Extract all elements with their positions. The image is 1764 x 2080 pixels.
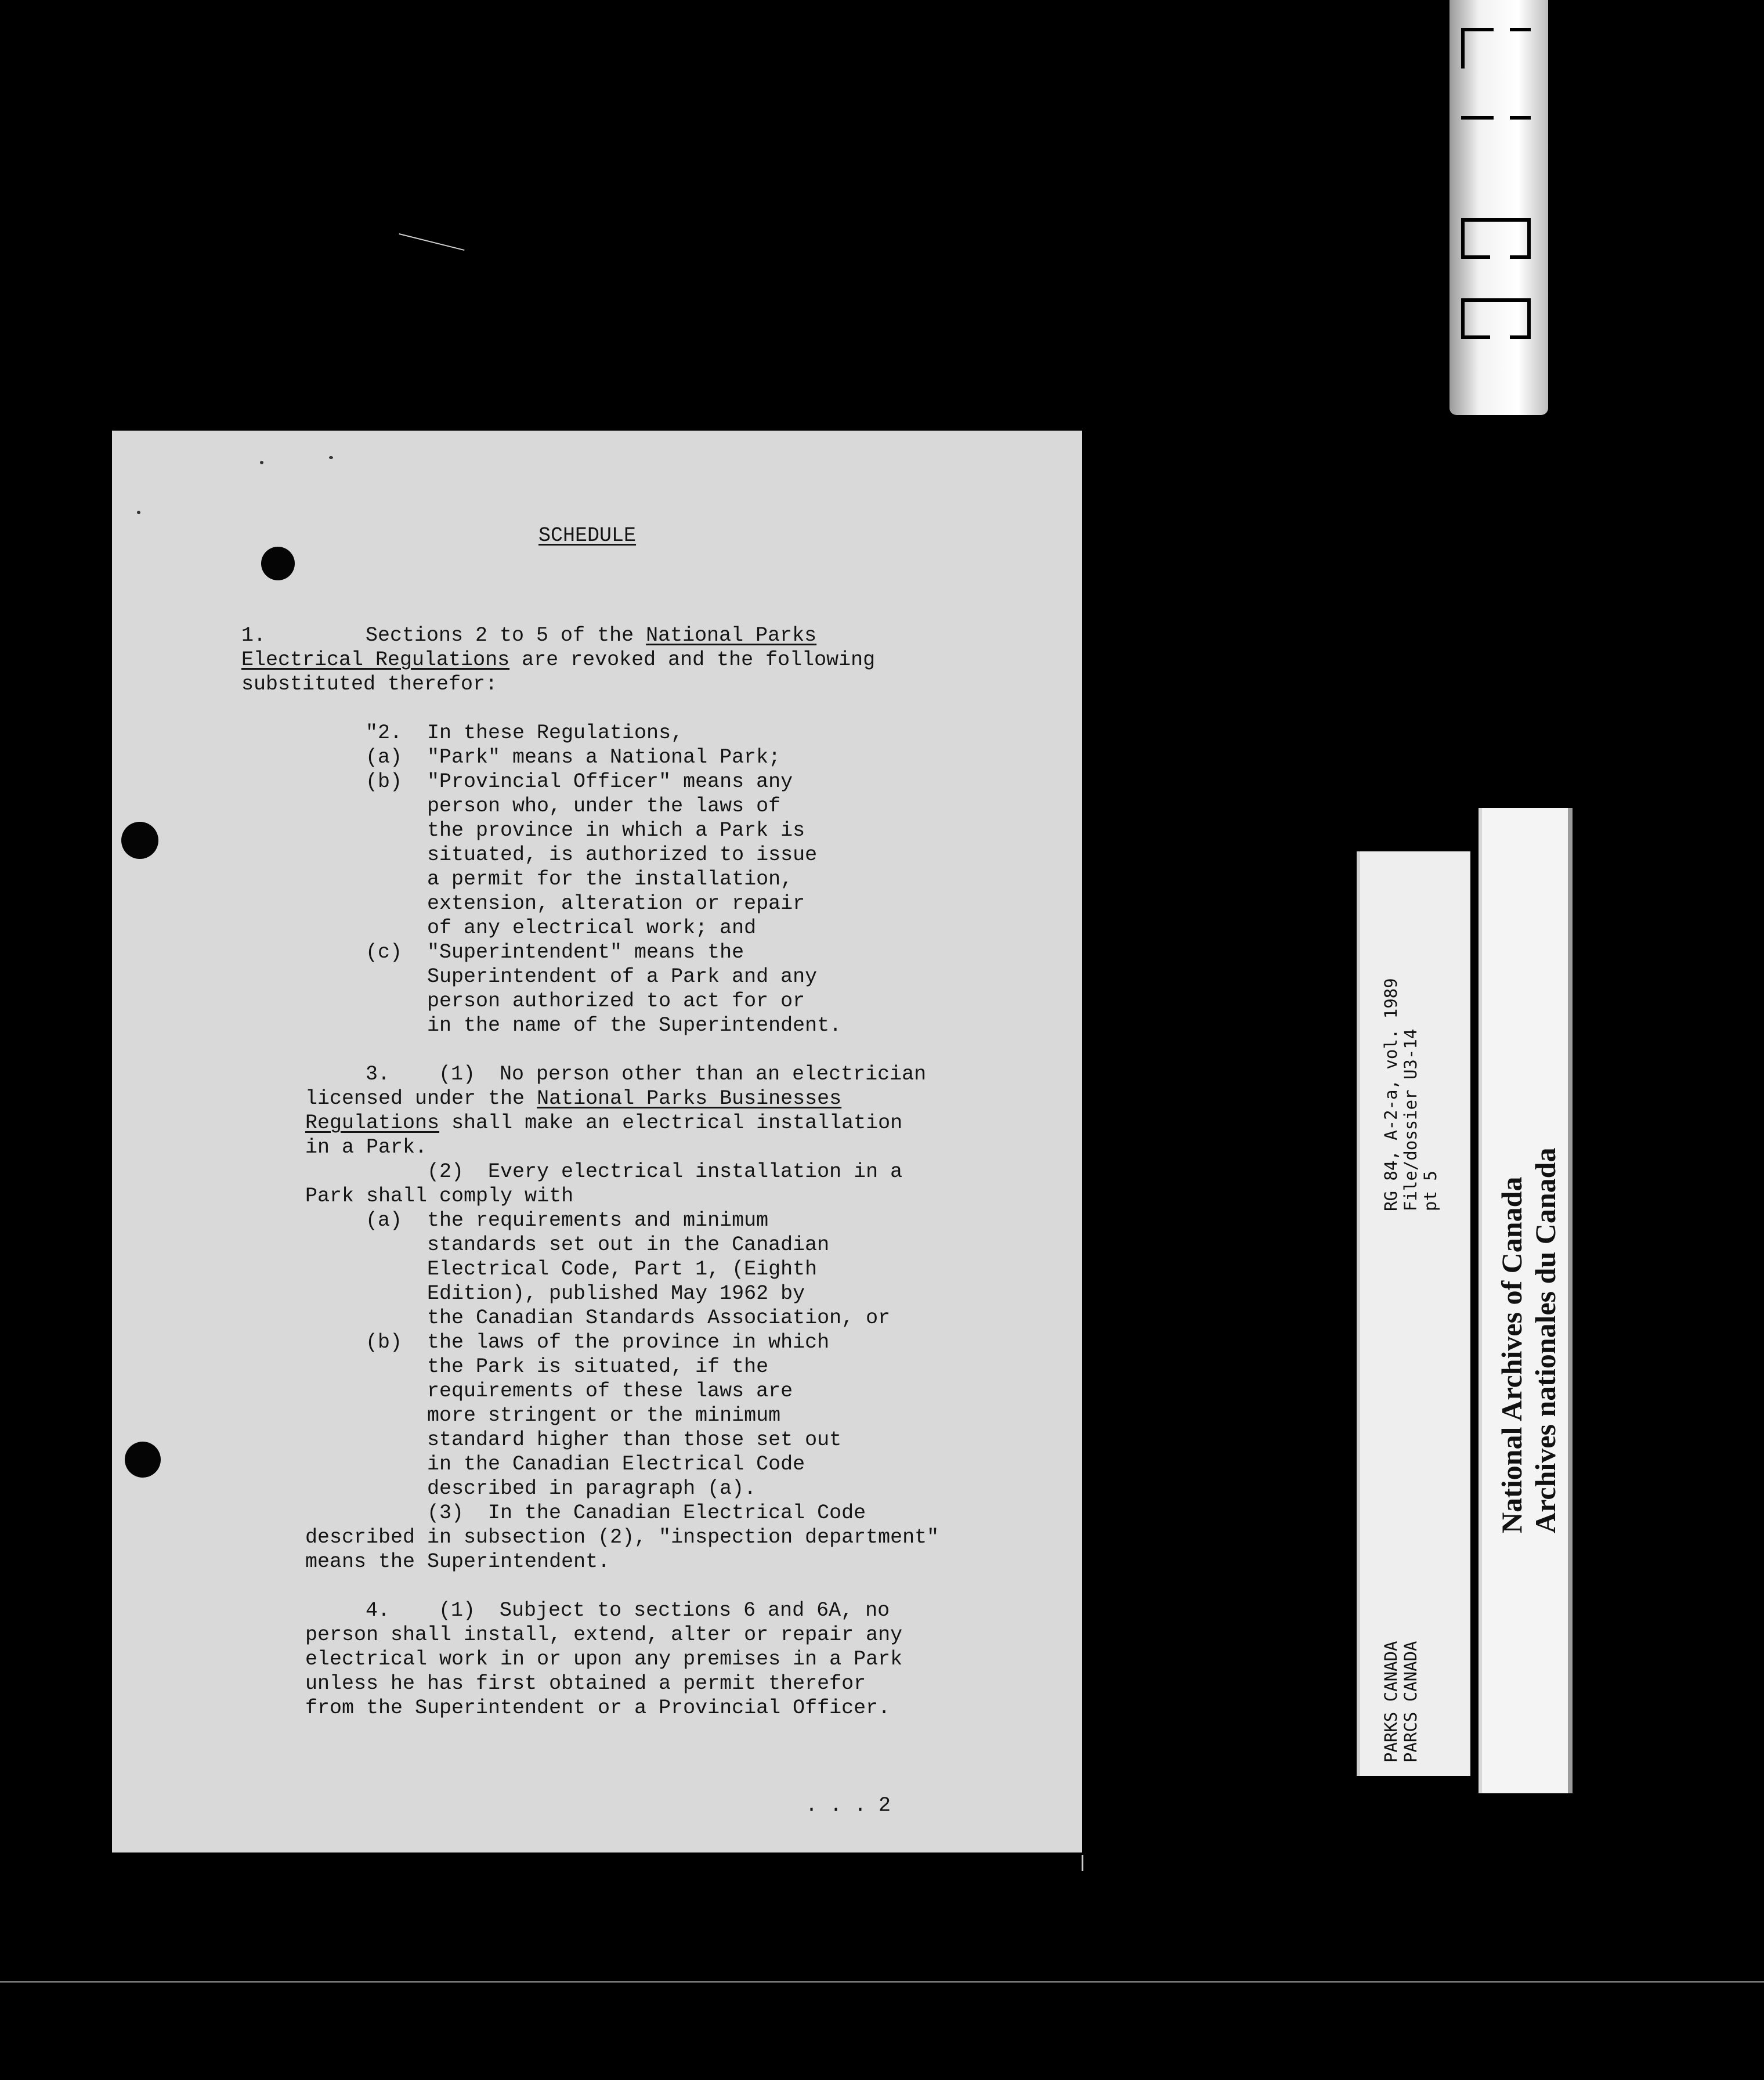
continuation-marker: . . . 2 <box>805 1794 891 1817</box>
section-1-line-1 <box>366 623 816 648</box>
subsection-2-line-2: Park shall comply with <box>305 1185 574 1208</box>
para-b-line: the province in which a Park is <box>427 819 805 842</box>
reference-line: pt 5 <box>1420 1171 1440 1211</box>
digit-segment <box>1461 218 1465 259</box>
para-c-line: person authorized to act for or <box>427 990 805 1013</box>
section-4-line: unless he has first obtained a permit therefor <box>305 1672 866 1695</box>
punch-hole-middle <box>121 822 158 859</box>
agency-name <box>1381 1641 1420 1763</box>
section-3-line-3 <box>305 1111 902 1135</box>
digit-segment <box>1510 116 1531 120</box>
digit-segment <box>1461 298 1465 339</box>
film-scratch <box>1082 1855 1083 1871</box>
section-2-intro: In these Regulations, <box>427 721 684 745</box>
section-1-text: are revoked and the following <box>509 648 876 671</box>
subpara-a-line: Electrical Code, Part 1, (Eighth <box>427 1258 818 1281</box>
subpara-b-line: the Park is situated, if the <box>427 1355 769 1378</box>
subpara-b-line: the laws of the province in which <box>427 1331 830 1354</box>
speck <box>137 511 140 514</box>
reference-line: RG 84, A-2-a, vol. 1989 <box>1381 978 1401 1211</box>
punch-hole-top <box>261 547 295 580</box>
film-scratch <box>399 233 465 251</box>
speck <box>260 461 263 464</box>
archive-reference-strip <box>1357 851 1470 1776</box>
para-a-label: (a) <box>366 746 403 769</box>
para-b-line: a permit for the installation, <box>427 868 793 891</box>
digit-segment <box>1461 218 1531 222</box>
para-b-line: extension, alteration or repair <box>427 892 805 915</box>
para-a-text: "Park" means a National Park; <box>427 746 781 769</box>
document-page <box>112 431 1082 1853</box>
subpara-b-line: in the Canadian Electrical Code <box>427 1453 805 1476</box>
institution-name <box>1495 1148 1562 1533</box>
subpara-b-label: (b) <box>366 1331 403 1354</box>
subsection-3-line-3: means the Superintendent. <box>305 1550 610 1573</box>
para-c-line: Superintendent of a Park and any <box>427 965 818 988</box>
subpara-a-line: Edition), published May 1962 by <box>427 1282 805 1305</box>
digit-segment <box>1461 28 1494 31</box>
digit-segment <box>1510 28 1531 31</box>
subsection-3-line-1: (3) In the Canadian Electrical Code <box>427 1501 866 1525</box>
digit-segment <box>1461 298 1531 302</box>
para-b-line: of any electrical work; and <box>427 916 757 940</box>
archive-institution-strip <box>1479 808 1573 1793</box>
institution-line: Archives nationales du Canada <box>1529 1147 1561 1533</box>
agency-line: PARCS CANADA <box>1401 1641 1420 1763</box>
subsection-3-line-2: described in subsection (2), "inspection department" <box>305 1526 939 1549</box>
subpara-a-line: the requirements and minimum <box>427 1209 769 1232</box>
digit-segment <box>1461 116 1494 120</box>
section-1-text: Sections 2 to 5 of the <box>366 624 646 647</box>
para-c-label: (c) <box>366 941 403 964</box>
regulation-title-link: National Parks <box>646 624 817 647</box>
archive-reference <box>1381 978 1440 1211</box>
para-c-line: "Superintendent" means the <box>427 941 744 964</box>
para-b-label: (b) <box>366 770 403 793</box>
section-1-line-2 <box>241 648 875 672</box>
section-2-number: "2. <box>366 721 403 745</box>
subpara-a-label: (a) <box>366 1209 403 1232</box>
para-b-line: situated, is authorized to issue <box>427 843 818 866</box>
subpara-a-line: standards set out in the Canadian <box>427 1233 830 1256</box>
para-b-line: person who, under the laws of <box>427 795 781 818</box>
section-4-line: from the Superintendent or a Provincial Officer. <box>305 1696 891 1720</box>
digit-segment <box>1527 298 1531 339</box>
reference-line: File/dossier U3-14 <box>1401 1028 1420 1211</box>
subpara-b-line: requirements of these laws are <box>427 1380 793 1403</box>
para-c-line: in the name of the Superintendent. <box>427 1014 842 1037</box>
section-3-text: licensed under the <box>305 1087 537 1110</box>
institution-line: National Archives of Canada <box>1495 1176 1528 1533</box>
digit-segment <box>1527 218 1531 259</box>
digit-segment <box>1461 28 1465 68</box>
subsection-2-line-1: (2) Every electrical installation in a <box>427 1160 903 1183</box>
subpara-b-line: standard higher than those set out <box>427 1428 842 1451</box>
section-1-number: 1. <box>241 624 266 647</box>
digit-segment <box>1510 335 1531 339</box>
punch-hole-bottom <box>125 1442 161 1478</box>
para-b-line: "Provincial Officer" means any <box>427 770 793 793</box>
agency-line: PARKS CANADA <box>1381 1641 1401 1763</box>
section-4-line: electrical work in or upon any premises in a Park <box>305 1648 903 1671</box>
section-4-line: 4. (1) Subject to sections 6 and 6A, no <box>366 1599 890 1622</box>
section-4-line: person shall install, extend, alter or repair any <box>305 1623 903 1646</box>
regulation-title-link: Regulations <box>305 1111 440 1135</box>
digit-segment <box>1461 255 1490 259</box>
section-3-line-4: in a Park. <box>305 1136 428 1159</box>
frame-number-ticket <box>1449 0 1548 415</box>
speck <box>329 456 333 459</box>
schedule-heading: SCHEDULE <box>538 524 637 547</box>
regulation-title-link: National Parks Businesses <box>537 1087 842 1110</box>
subpara-b-line: described in paragraph (a). <box>427 1477 757 1500</box>
section-3-line-2 <box>305 1086 841 1111</box>
section-3-text: shall make an electrical installation <box>439 1111 903 1135</box>
section-1-line-3: substituted therefor: <box>241 673 498 696</box>
section-3-line-1: 3. (1) No person other than an electrician <box>366 1063 927 1086</box>
digit-segment <box>1510 255 1531 259</box>
digit-segment <box>1461 335 1490 339</box>
subpara-a-line: the Canadian Standards Association, or <box>427 1306 891 1330</box>
regulation-title-link: Electrical Regulations <box>241 648 510 671</box>
film-edge-line <box>0 1981 1764 1983</box>
subpara-b-line: more stringent or the minimum <box>427 1404 781 1427</box>
